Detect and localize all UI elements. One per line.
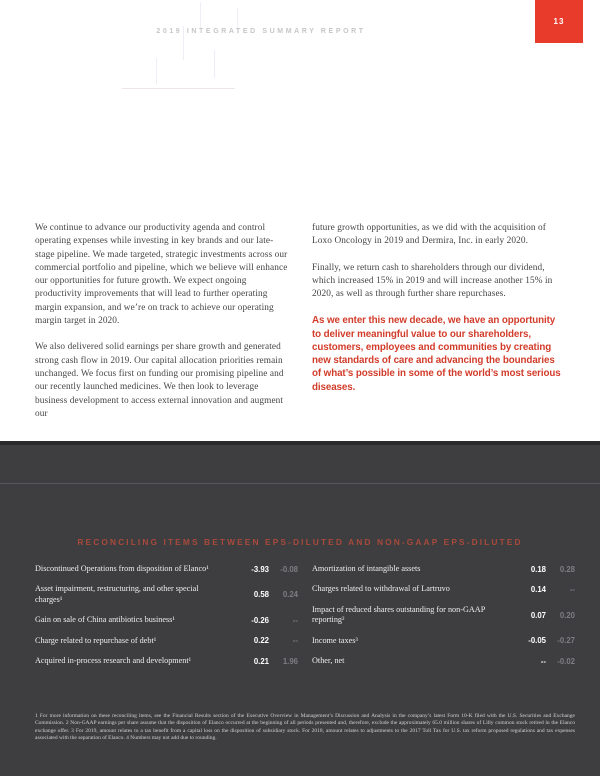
row-value-2018: --: [292, 615, 298, 625]
table-row: [312, 631, 575, 651]
row-label: Asset impairment, restructuring, and other special charges¹: [35, 584, 199, 604]
row-label: Impact of reduced shares outstanding for non-GAAP reporting²: [312, 604, 485, 625]
table-row: [312, 579, 575, 599]
row-value-2019: 0.14: [530, 585, 546, 595]
row-label: Gain on sale of China antibiotics business¹: [35, 615, 175, 625]
table-row: [312, 559, 575, 579]
table-row: [35, 579, 298, 610]
row-label: Acquired in-process research and development¹: [35, 656, 192, 666]
row-value-2019: 0.21: [253, 656, 269, 666]
table-row: [312, 651, 575, 671]
left-column: [35, 222, 288, 434]
reconciliation-section: [0, 441, 600, 776]
row-value-2018: -0.02: [557, 656, 575, 666]
paragraph: Finally, we return cash to shareholders through our dividend, which increased 15% in 2019 and will increase another 15% in 2020, as well as through further share repurchases.: [312, 262, 553, 300]
page-number: 13: [553, 17, 565, 26]
ghost-artifact: [156, 58, 157, 84]
ghost-artifact: [122, 88, 235, 89]
section-title: RECONCILING ITEMS BETWEEN EPS-DILUTED AND NON-GAAP EPS-DILUTED: [77, 537, 523, 547]
row-label: Charges related to withdrawal of Lartruvo: [312, 584, 450, 594]
row-value-2019: 0.58: [253, 590, 269, 600]
running-header: 2019 INTEGRATED SUMMARY REPORT: [156, 28, 366, 35]
row-value-2018: -0.08: [280, 564, 298, 574]
table-row: [35, 631, 298, 651]
divider-rule: [0, 483, 600, 484]
table-row: [35, 610, 298, 630]
page-number-badge: [535, 0, 583, 43]
row-value-2018: 0.28: [559, 564, 575, 574]
footnotes: 1 For more information on these reconciling items, see the Financial Results section of the Executive Overview in Management’s Discussion and Analysis in the company’s latest Form 10-K filed with the U.S. Securities and Exchange Commission. 2 Non-GAAP earnings per share assume that the disposition of Elanco occurred at the beginning of all periods presented and, therefore, exclude the approximately 65.0 million shares of Lilly common stock retired in the Elanco exchange offer. 3 For 2019, amount relates to a tax benefit from a capital loss on the disposition of subsidiary stock. For 2018, amount relates to adjustments to the 2017 Toll Tax for U.S. tax reform proposed regulations and tax expenses associated with the separation of Elanco. 4 Numbers may not add due to rounding.: [35, 713, 575, 741]
row-label: Other, net: [312, 656, 345, 666]
row-value-2018: -0.27: [557, 636, 575, 646]
reconciliation-tables: [35, 559, 575, 671]
paragraph: future growth opportunities, as we did with the acquisition of Loxo Oncology in 2019 and Dermira, Inc. in early 2020.: [312, 223, 546, 247]
row-value-2018: 0.24: [282, 590, 298, 600]
right-column: [312, 222, 565, 434]
row-value-2019: --: [540, 656, 546, 666]
row-value-2018: 1.96: [282, 656, 298, 666]
ghost-artifact: [214, 50, 215, 78]
body-columns: [35, 222, 565, 434]
paragraph: We continue to advance our productivity agenda and control operating expenses while investing in key brands and our late-stage pipeline. We made targeted, strategic investments across our commercial portfolio and pipeline, which we believe will enhance our opportunities for future growth. We expect ongoing productivity improvements that will lead to further operating margin expansion, and we’re on track to achieve our operating margin target in 2020.: [35, 223, 288, 327]
row-value-2019: -0.05: [528, 636, 546, 646]
ghost-artifact: [200, 2, 201, 28]
highlight-paragraph: As we enter this new decade, we have an opportunity to deliver meaningful value to our shareholders, customers, employees and communities by creating new standards of care and advancing the boundaries of what’s possible in some of the world’s most serious diseases.: [312, 315, 561, 393]
row-value-2019: -0.26: [251, 615, 269, 625]
reconciliation-table-right: [312, 559, 575, 671]
row-value-2018: --: [292, 636, 298, 646]
table-row: [35, 559, 298, 579]
table-row: [312, 600, 575, 631]
row-value-2019: 0.22: [253, 636, 269, 646]
reconciliation-table-left: [35, 559, 298, 671]
row-value-2018: 0.20: [559, 610, 575, 620]
row-value-2019: 0.18: [530, 564, 546, 574]
row-label: Charge related to repurchase of debt¹: [35, 635, 157, 645]
row-value-2018: --: [569, 585, 575, 595]
paragraph: We also delivered solid earnings per share growth and generated strong cash flow in 2019. Our capital allocation priorities remain unchanged. We focus first on funding our promising pipeline and our recently launched medicines. We then look to leverage business development to access external innovation and augment our: [35, 342, 284, 419]
table-row: [35, 651, 298, 671]
row-label: Amortization of intangible assets: [312, 564, 421, 573]
row-label: Discontinued Operations from disposition of Elanco¹: [35, 564, 209, 573]
row-label: Income taxes³: [312, 635, 358, 645]
row-value-2019: 0.07: [530, 610, 546, 620]
row-value-2019: -3.93: [251, 564, 269, 574]
